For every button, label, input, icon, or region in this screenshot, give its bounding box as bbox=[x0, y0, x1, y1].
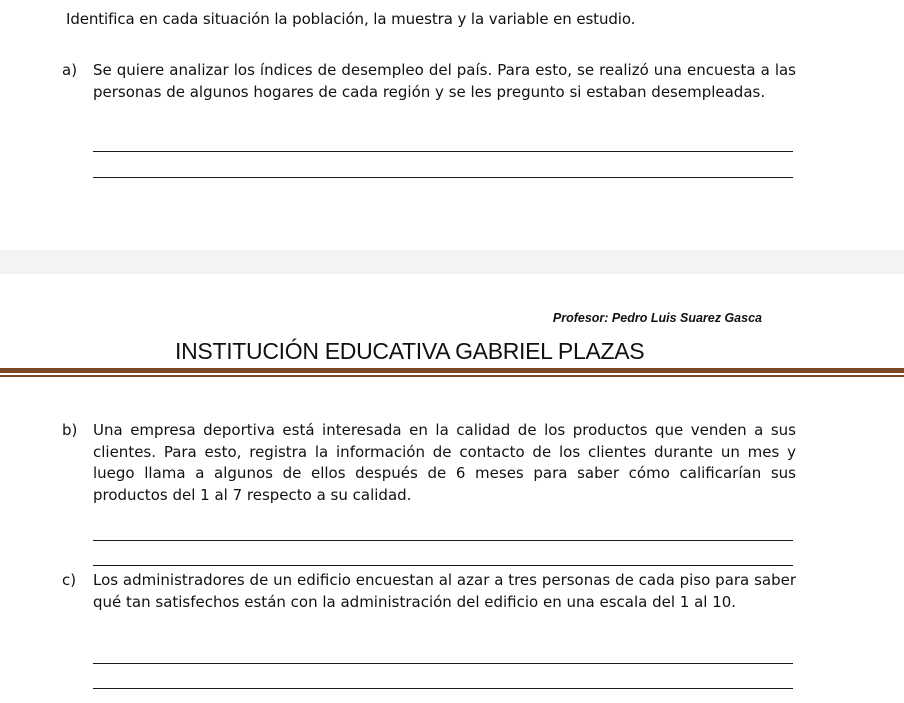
exercise-item-c bbox=[62, 570, 796, 613]
instruction-text: Identifica en cada situación la población, la muestra y la variable en estudio. bbox=[66, 10, 636, 28]
answer-line[interactable] bbox=[93, 663, 793, 664]
header-rule bbox=[0, 368, 904, 373]
exercise-item-a bbox=[62, 60, 796, 103]
item-letter: a) bbox=[62, 61, 78, 79]
page-top bbox=[0, 0, 904, 250]
item-letter: c) bbox=[62, 571, 77, 589]
item-text: Una empresa deportiva está interesada en la calidad de los productos que venden a sus clientes. Para esto, registra la información de contacto de los clientes durante un mes y luego llama a algunos de ellos después de 6 meses para saber cómo calificarían sus productos del 1 al 7 respecto a su calidad. bbox=[93, 421, 796, 504]
header-rule-thin bbox=[0, 375, 904, 377]
answer-line[interactable] bbox=[93, 688, 793, 689]
item-text: Los administradores de un edificio encuestan al azar a tres personas de cada piso para saber qué tan satisfechos están con la administración del edificio en una escala del 1 al 10. bbox=[93, 571, 796, 611]
page-bottom bbox=[0, 274, 904, 703]
answer-line[interactable] bbox=[93, 540, 793, 541]
page-break bbox=[0, 250, 904, 274]
item-letter: b) bbox=[62, 421, 78, 439]
item-text: Se quiere analizar los índices de desempleo del país. Para esto, se realizó una encuesta a las personas de algunos hogares de cada región y se les pregunto si estaban desempleadas. bbox=[93, 61, 796, 101]
answer-line[interactable] bbox=[93, 565, 793, 566]
exercise-item-b bbox=[62, 420, 796, 506]
answer-line[interactable] bbox=[93, 177, 793, 178]
professor-name: Profesor: Pedro Luis Suarez Gasca bbox=[552, 311, 762, 325]
answer-line[interactable] bbox=[93, 151, 793, 152]
school-title: INSTITUCIÓN EDUCATIVA GABRIEL PLAZAS bbox=[175, 338, 645, 364]
